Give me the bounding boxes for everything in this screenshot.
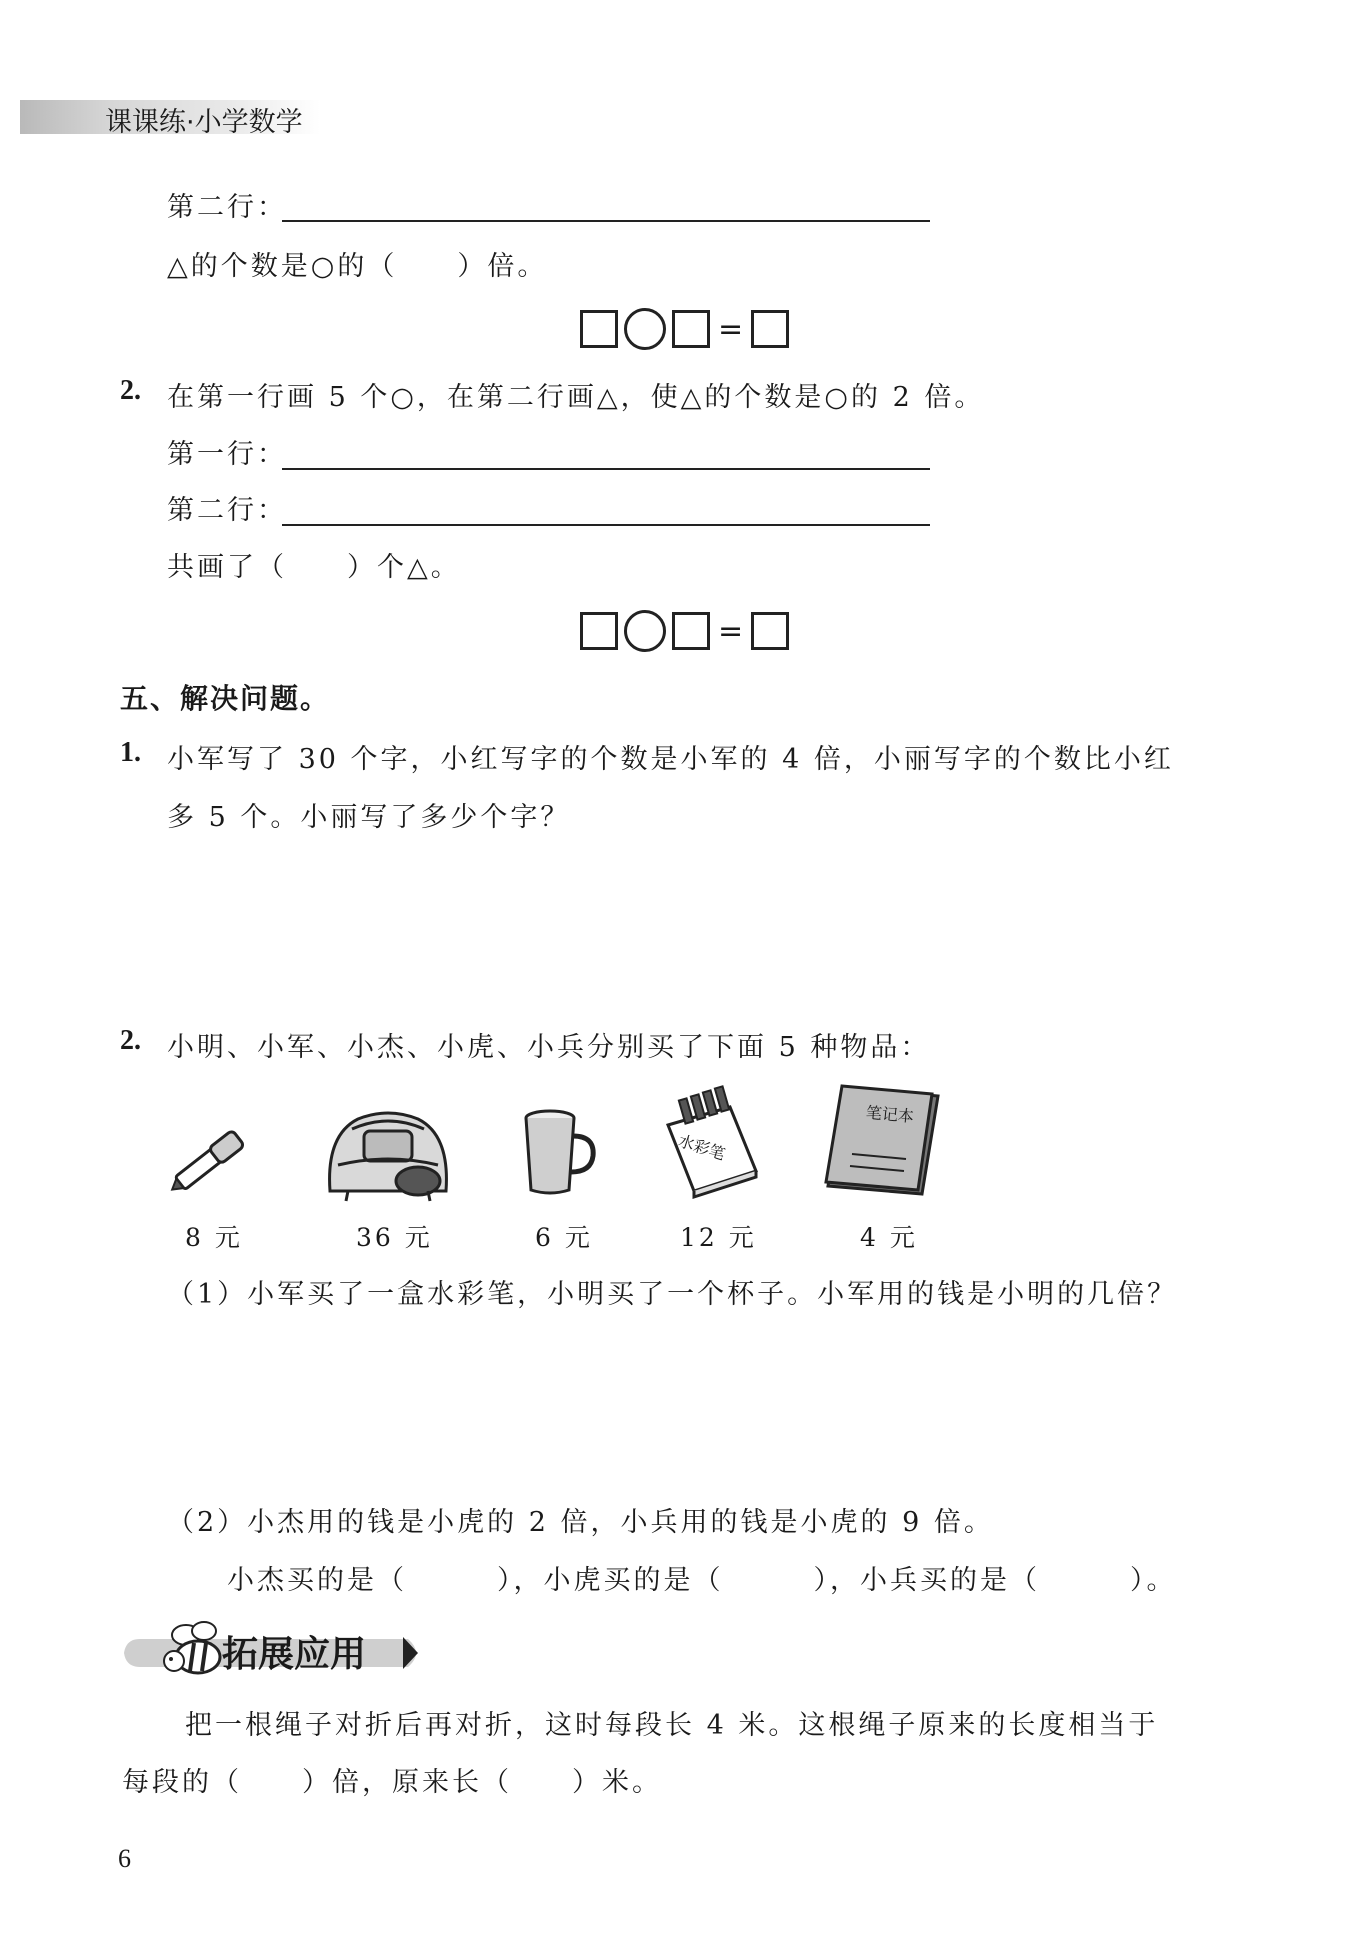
section-heading: 五、解决问题。 [120, 682, 331, 715]
sub-question-1: （1）小军买了一盒水彩笔，小明买了一个杯子。小军用的钱是小明的几倍？ [167, 1279, 1178, 1310]
question-text: 小明、小军、小杰、小虎、小兵分别买了下面 5 种物品： [167, 1032, 931, 1063]
equation-boxes [580, 308, 789, 350]
row2-label: 第二行： [167, 192, 287, 223]
equals-sign: = [718, 311, 744, 347]
backpack-icon [318, 1105, 458, 1205]
row1-label: 第一行： [167, 439, 287, 470]
cup-icon [515, 1108, 605, 1198]
pen-icon [160, 1120, 260, 1200]
extension-title: 拓展应用 [222, 1634, 367, 1675]
answer-text: △的个数是○的（ ）倍。 [167, 251, 548, 282]
answer-text: 共画了（ ）个△。 [167, 552, 461, 583]
extension-text: 每段的（ ）倍，原来长（ ）米。 [122, 1767, 662, 1798]
square-box [672, 310, 710, 348]
price-watercolor-pens: 12 元 [680, 1223, 757, 1252]
question-text: 在第一行画 5 个○，在第二行画△，使△的个数是○的 2 倍。 [167, 382, 985, 413]
circle-box [624, 610, 666, 652]
answer-line [282, 220, 930, 222]
notebook-label: 笔记本 [865, 1102, 915, 1127]
extension-text: 把一根绳子对折后再对折，这时每段长 4 米。这根绳子原来的长度相当于 [185, 1710, 1159, 1741]
price-cup: 6 元 [535, 1223, 593, 1252]
answer-line [282, 524, 930, 526]
price-backpack: 36 元 [356, 1223, 433, 1252]
price-notebook: 4 元 [860, 1223, 918, 1252]
question-text: 小军写了 30 个字，小红写字的个数是小军的 4 倍，小丽写字的个数比小红 [167, 744, 1174, 775]
row2-label: 第二行： [167, 495, 287, 526]
answer-line [282, 468, 930, 470]
square-box [751, 310, 789, 348]
question-number: 2. [120, 1025, 141, 1056]
price-pen: 8 元 [185, 1223, 243, 1252]
equation-boxes [580, 610, 789, 652]
header-title: 课课练·小学数学 [105, 107, 303, 138]
sub-question-2: （2）小杰用的钱是小虎的 2 倍，小兵用的钱是小虎的 9 倍。 [167, 1507, 994, 1538]
watercolor-pens-label: 水彩笔 [675, 1130, 728, 1164]
notebook-icon [822, 1082, 942, 1202]
question-number: 1. [120, 737, 141, 768]
square-box [751, 612, 789, 650]
square-box [672, 612, 710, 650]
question-number: 2. [120, 375, 141, 406]
page-number: 6 [118, 1844, 131, 1873]
circle-box [624, 308, 666, 350]
question-text: 多 5 个。小丽写了多少个字？ [167, 802, 571, 833]
sub-question-2-answers: 小杰买的是（ ），小虎买的是（ ），小兵买的是（ ）。 [227, 1565, 1177, 1596]
equals-sign: = [718, 613, 744, 649]
square-box [580, 612, 618, 650]
square-box [580, 310, 618, 348]
